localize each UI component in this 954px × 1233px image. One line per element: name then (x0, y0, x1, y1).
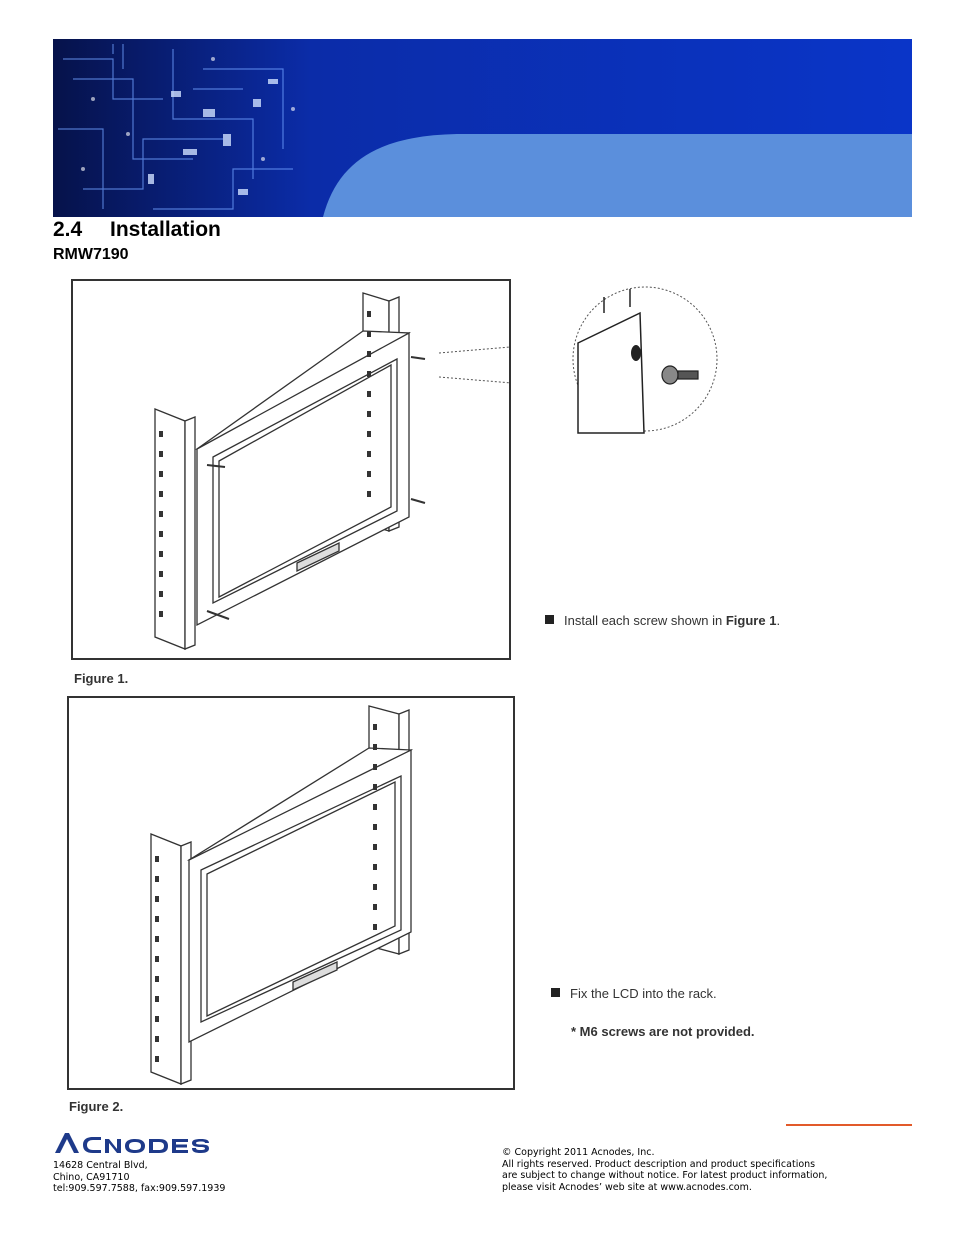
figure-2-caption: Figure 2. (69, 1099, 124, 1114)
instruction-suffix: . (776, 613, 781, 628)
address-line: Chino, CA91710 (53, 1171, 130, 1183)
acnodes-logo (55, 1131, 211, 1157)
circuit-board-graphic (53, 39, 912, 217)
section-number: 2.4 (53, 218, 83, 241)
copyright-line: All rights reserved. Product description and product specifications (502, 1158, 816, 1170)
footer-accent-line (786, 1124, 912, 1126)
copyright-line: © Copyright 2011 Acnodes, Inc. (502, 1147, 655, 1158)
screw-detail-zoom (570, 283, 720, 435)
section-title: Installation (110, 218, 221, 241)
address-line: tel:909.597.7588, fax:909.597.1939 (53, 1183, 226, 1194)
figure-2 (67, 696, 515, 1090)
figure-1 (71, 279, 511, 660)
copyright-line: are subject to change without notice. For latest product information, (502, 1170, 828, 1181)
header-banner (53, 39, 912, 217)
model-heading: RMW7190 (53, 246, 129, 263)
bullet-square-icon (545, 615, 554, 624)
address-line: 14628 Central Blvd, (53, 1160, 148, 1171)
figure-2-instruction (551, 986, 717, 1001)
instruction-text: Fix the LCD into the rack. (570, 986, 717, 1001)
bullet-square-icon (551, 988, 560, 997)
figure-2-illustration (69, 698, 513, 1088)
copyright-notice (502, 1147, 827, 1193)
figure-1-illustration (73, 281, 509, 658)
figure-1-instruction (545, 613, 780, 628)
screws-warning: * M6 screws are not provided. (571, 1024, 755, 1039)
figure-reference: Figure 1 (725, 613, 777, 628)
section-heading (53, 218, 221, 242)
copyright-line: please visit Acnodes’ web site at www.acnodes.com. (502, 1181, 752, 1193)
instruction-text: Install each screw shown in (564, 613, 726, 628)
figure-1-caption: Figure 1. (74, 671, 129, 686)
company-address (53, 1160, 225, 1195)
